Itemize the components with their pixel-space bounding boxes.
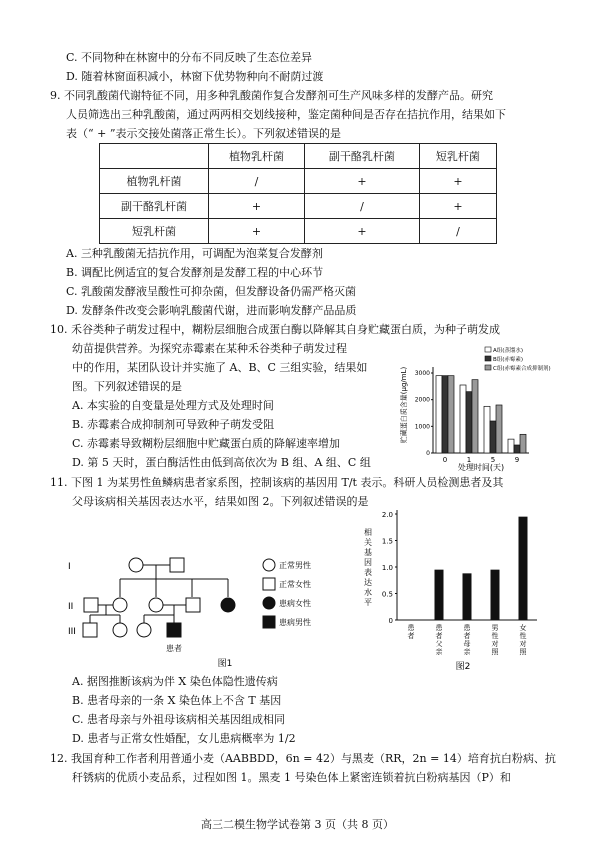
pedigree-male-normal (186, 598, 200, 612)
table-cell (100, 144, 209, 169)
chart2-ytick-label: 0.5 (381, 590, 393, 599)
pedigree-female-normal (113, 623, 127, 637)
chart1-bar (514, 445, 520, 453)
table-cell: / (419, 219, 496, 244)
chart2-ytick-label: 0 (388, 617, 393, 625)
table-row (100, 219, 497, 244)
pedigree-male-normal (170, 558, 184, 572)
table-cell: / (209, 169, 305, 194)
page-footer: 高三二模生物学试卷第 3 页（共 8 页） (201, 818, 394, 831)
legend-female-normal-icon (263, 578, 275, 590)
chart2-ylabel-char: 达 (364, 578, 372, 587)
chart2-ytick-label: 2.0 (381, 511, 393, 519)
pedigree-female-normal (113, 598, 127, 612)
table-row (100, 169, 497, 194)
chart1-bar (460, 385, 466, 453)
chart2-xtick-label: 男性对照 (491, 624, 499, 656)
table-cell: + (305, 169, 420, 194)
q10-stem-2: 幼苗提供营养。为探究赤霉素在某种禾谷类种子萌发过程 (72, 342, 347, 355)
table-cell: 短乳杆菌 (419, 144, 496, 169)
q9-table (99, 143, 497, 244)
q9-stem-2: 人员筛选出三种乳酸菌，通过两两相交划线接种，鉴定菌种间是否存在拮抗作用，结果如下 (66, 108, 506, 121)
chart1-bar (472, 380, 478, 453)
chart2-bar (519, 517, 528, 620)
table-cell: + (419, 169, 496, 194)
legend-label: 患病男性 (279, 618, 311, 627)
q9-option-a: A. 三种乳酸菌无拮抗作用，可调配为泡菜复合发酵剂 (66, 247, 323, 260)
chart1-ytick-label: 1000 (414, 423, 430, 431)
chart2-ylabel-char: 水 (364, 588, 372, 597)
chart2-ylabel (364, 527, 372, 607)
q10-stem-1: 10. 禾谷类种子萌发过程中，糊粉层细胞合成蛋白酶以降解其自身贮藏蛋白质，为种子萌发成 (50, 323, 500, 336)
q10-stem-3: 中的作用，某团队设计并实施了 A、B、C 三组实验，结果如 (72, 361, 368, 374)
chart2-ylabel-char: 因 (364, 558, 372, 567)
q11-stem-2: 父母该病相关基因表达水平，结果如图 2。下列叙述错误的是 (72, 495, 369, 508)
table-cell: 植物乳杆菌 (100, 169, 209, 194)
chart1-xtick-label: 0 (442, 456, 448, 464)
chart1-ylabel: 贮藏蛋白质含量(μg/mL) (400, 366, 408, 444)
q9-option-b: B. 调配比例适宜的复合发酵剂是发酵工程的中心环节 (66, 266, 324, 279)
q11-option-d: D. 患者与正常女性婚配，女儿患病概率为 1/2 (72, 732, 296, 745)
chart2-xtick-label: 患者母亲 (463, 624, 471, 656)
chart1-bar (448, 376, 454, 453)
pedigree-female-normal (149, 598, 163, 612)
pedigree-female-normal (129, 558, 143, 572)
table-cell: / (305, 194, 420, 219)
q11-option-c: C. 患者母亲与外祖母该病相关基因组成相同 (72, 713, 286, 726)
pedigree-female-affected (221, 598, 235, 612)
chart1-legend-label: B组(赤霉素) (493, 357, 524, 363)
q10-stem-4: 图。下列叙述错误的是 (72, 380, 182, 393)
chart2-bar (463, 573, 472, 620)
chart1-legend-swatch (485, 356, 491, 361)
table-row (100, 194, 497, 219)
chart1-bar (508, 439, 514, 453)
chart1-ytick-label: 0 (426, 450, 430, 457)
chart2-ylabel-char: 相 (364, 528, 372, 537)
chart2-ylabel-char: 平 (364, 598, 372, 607)
table-cell: + (209, 219, 305, 244)
chart1-legend-label: A组(蒸馏水) (493, 348, 524, 354)
chart1-legend-swatch (485, 347, 491, 352)
q10-option-c: C. 赤霉素导致糊粉层细胞中贮藏蛋白质的降解速率增加 (72, 437, 341, 450)
table-cell: 短乳杆菌 (100, 219, 209, 244)
q10-option-a: A. 本实验的自变量是处理方式及处理时间 (72, 399, 274, 412)
chart1-xtick-label: 5 (490, 456, 496, 464)
chart2-ytick-label: 1.0 (381, 564, 393, 572)
chart2-xtick-label: 患者 (407, 624, 415, 640)
chart1-bar (466, 392, 472, 453)
pedigree-male-normal (83, 623, 97, 637)
chart1-bar (436, 376, 442, 453)
pedigree-male-normal (84, 598, 98, 612)
option-d-prev: D. 随着林窗面积减小，林窗下优势物种向不耐荫过渡 (66, 70, 324, 83)
chart1-xtick-label: 1 (466, 456, 472, 464)
q9-stem-1: 9. 不同乳酸菌代谢特征不同，用多种乳酸菌作复合发酵剂可生产风味多样的发酵产品。研究 (50, 89, 493, 102)
pedigree-male-affected (167, 623, 181, 637)
q11-option-a: A. 据图推断该病为伴 X 染色体隐性遗传病 (72, 675, 278, 688)
gen-label-ii: II (68, 602, 74, 612)
patient-label: 患者 (166, 644, 182, 653)
table-cell: + (209, 194, 305, 219)
pedigree-chart (68, 553, 358, 668)
q10-option-d: D. 第 5 天时，蛋白酶活性由低到高依次为 B 组、A 组、C 组 (72, 456, 371, 469)
gene-expression-chart (355, 505, 545, 673)
chart1-xtick-label: 9 (514, 456, 520, 464)
chart2-ytick-label: 1.5 (381, 537, 393, 546)
table-cell: 植物乳杆菌 (209, 144, 305, 169)
legend-label: 正常女性 (279, 580, 311, 589)
chart1-bar (496, 405, 502, 453)
chart2-ylabel-char: 表 (364, 568, 372, 577)
q12-stem-2: 秆锈病的优质小麦品系，过程如图 1。黑麦 1 号染色体上紧密连锁着抗白粉病基因（P）和 (72, 771, 511, 784)
legend-male-normal-icon (263, 559, 275, 571)
table-cell: 副干酪乳杆菌 (100, 194, 209, 219)
chart1-bar (520, 434, 526, 453)
chart1-ytick-label: 3000 (414, 370, 430, 377)
legend-label: 正常男性 (279, 561, 311, 570)
chart2-bar (491, 570, 500, 620)
chart2-ylabel-char: 基 (364, 548, 372, 557)
table-cell: 副干酪乳杆菌 (305, 144, 420, 169)
q10-option-b: B. 赤霉素合成抑制剂可导致种子萌发受阻 (72, 418, 275, 431)
table-header-row (100, 144, 497, 169)
q11-option-b: B. 患者母亲的一条 X 染色体上不含 T 基因 (72, 694, 282, 707)
chart1-bar (490, 421, 496, 453)
chart2-xtick-label: 女性对照 (519, 624, 527, 656)
figure1-caption: 图1 (217, 659, 233, 668)
gen-label-iii: III (68, 627, 76, 637)
q12-stem-1: 12. 我国育种工作者利用普通小麦（AABBDD，6n = 42）与黑麦（RR，2n = 14）培育抗白粉病、抗 (50, 752, 556, 765)
chart1-legend-swatch (485, 365, 491, 370)
table-cell: + (419, 194, 496, 219)
chart2-ylabel-char: 关 (364, 538, 372, 547)
legend-male-affected-icon (263, 616, 275, 628)
chart1-legend-label: C组(赤霉素合成抑制剂) (493, 366, 551, 372)
protein-bar-chart (395, 345, 565, 473)
chart1-xlabel: 处理时间(天) (457, 463, 505, 472)
chart2-xtick-label: 患者父亲 (435, 624, 443, 656)
legend-female-affected-icon (263, 597, 275, 609)
q9-option-c: C. 乳酸菌发酵液呈酸性可抑杂菌，但发酵设备仍需严格灭菌 (66, 285, 357, 298)
chart1-bar (484, 406, 490, 453)
pedigree-female-normal (137, 623, 151, 637)
gen-label-i: I (68, 562, 71, 572)
table-cell: + (305, 219, 420, 244)
chart2-bar (435, 570, 444, 620)
q9-stem-3: 表（“ + ”表示交接处菌落正常生长）。下列叙述错误的是 (66, 127, 341, 140)
option-c-prev: C. 不同物种在林窗中的分布不同反映了生态位差异 (66, 51, 313, 64)
chart1-ytick-label: 2000 (414, 396, 430, 404)
legend-label: 患病女性 (279, 599, 311, 608)
chart1-bar (442, 376, 448, 453)
figure2-caption: 图2 (455, 662, 471, 672)
q11-stem-1: 11. 下图 1 为某男性鱼鳞病患者家系图，控制该病的基因用 T/t 表示。科研人员检测患者及其 (50, 476, 504, 489)
q9-option-d: D. 发酵条件改变会影响乳酸菌代谢，进而影响发酵产品品质 (66, 304, 357, 317)
